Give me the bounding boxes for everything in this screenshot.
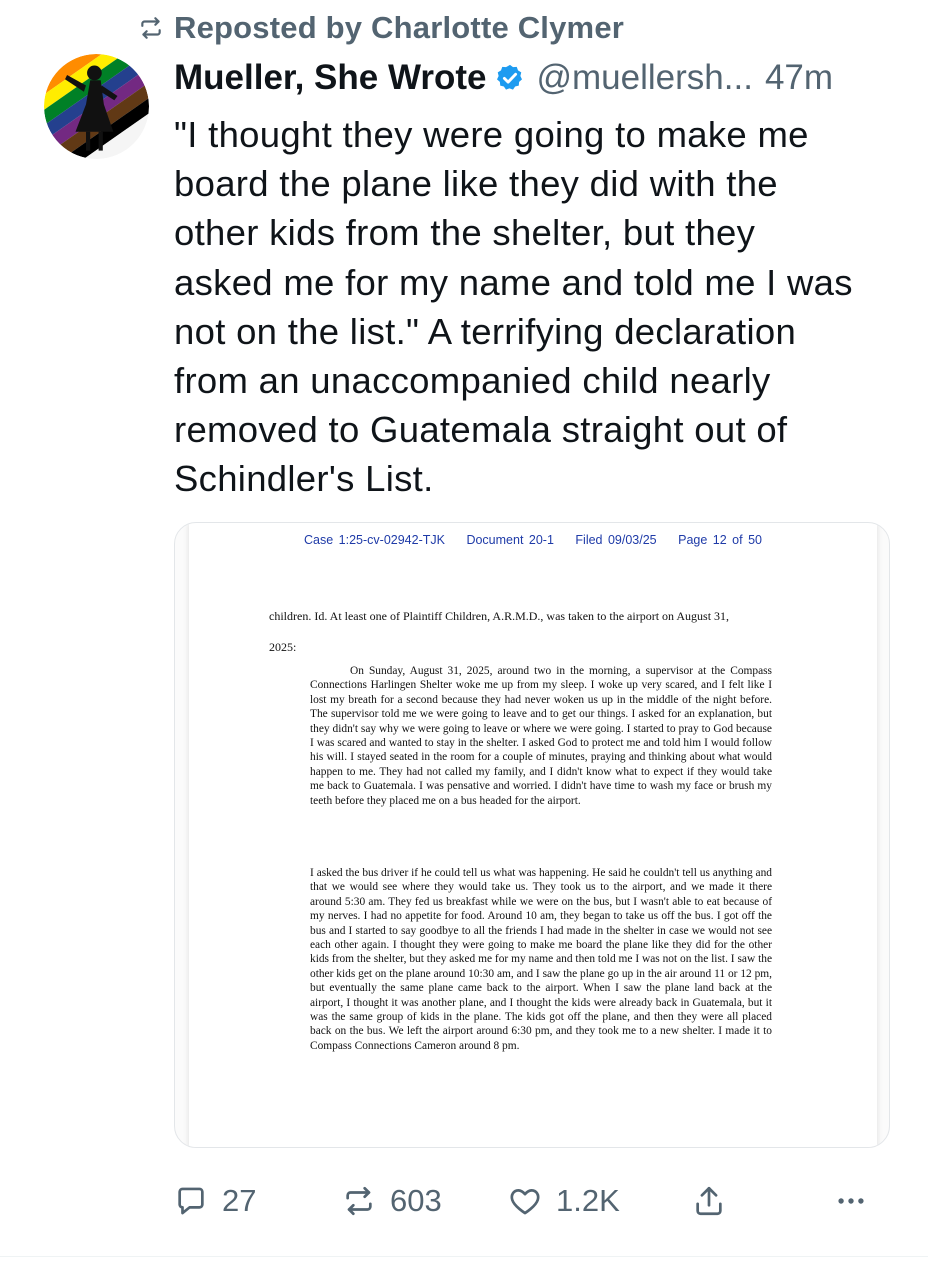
avatar[interactable] (44, 54, 149, 159)
action-bar (174, 1178, 884, 1224)
verified-badge-icon (495, 63, 525, 93)
like-icon (508, 1184, 542, 1218)
repost-icon (138, 15, 164, 41)
user-handle[interactable]: @muellersh... (536, 58, 753, 97)
repost-label: Reposted by Charlotte Clymer (174, 10, 625, 45)
display-name[interactable]: Mueller, She Wrote (174, 58, 487, 97)
like-count: 1.2K (556, 1183, 620, 1218)
reply-icon (174, 1184, 208, 1218)
document-header (189, 533, 877, 547)
like-button[interactable] (508, 1178, 620, 1224)
intro-line-1: children. Id. At least one of Plaintiff Children, A.R.M.D., was taken to the airport on August 31, (269, 609, 730, 623)
case-number: Case 1:25-cv-02942-TJK (304, 533, 445, 547)
repost-icon (342, 1184, 376, 1218)
post-header (174, 56, 833, 100)
declaration-paragraph-1: On Sunday, August 31, 2025, around two in the morning, a supervisor at the Compass Connections Harlingen Shelter woke me up from my sleep. I woke up very scared, and I felt like I lost my breath for a second because they had never woken us up in the middle of the night before. The supervisor told me we were going to leave and to get our things. I asked for an explanation, but they didn't say why we were going to leave or where we were going. I started to pray to God because I was scared and wanted to stay in the shelter. I asked God to protect me and told him I would follow his will. I stayed seated in the room for a couple of minutes, praying and thinking about what would happen to me. They had not called my family, and I didn't know what to expect if they would take me back to Guatemala. I was pensative and worried. I didn't have time to wash my face or brush my teeth before they placed me on a bus headed for the airport. (310, 665, 772, 807)
pride-silhouette-avatar (44, 54, 149, 159)
document-page (189, 523, 877, 1148)
attached-document-image[interactable] (174, 522, 890, 1148)
post-text: "I thought they were going to make me board the plane like they did with the other kids from the shelter, but they asked me for my name and told me I was not on the list." A terrifying declaration from an unaccompanied child nearly removed to Guatemala straight out of Schindler's List. (174, 114, 853, 500)
declaration-paragraph-2: I asked the bus driver if he could tell us what was happening. He said he couldn't tell us anything and that we would see where they would take us. They took us to the airport, and we made it there around 5:30 am. They fed us breakfast while we were on the bus, but I wasn't able to eat because of my nerves. I had no appetite for food. Around 10 am, they began to take us off the bus. I got off the bus and I started to say goodbye to all the friends I had made in the shelter in case we would not see each other again. I thought they were going to make me board the plane like they did for the other kids from the shelter, but they asked me for my name and then told me I was not on the list. I saw the other kids get on the plane around 10:30 am, and I saw the plane go up in the air around 11 or 12 pm, but eventually the same plane came back to the airport. When I saw the plane land back at the airport, I thought it was another plane, and I thought the kids were already back in Guatemala, but it was the same group of kids in the plane. The kids got off the plane, and then they were all placed back on the bus. We left the airport around 6:30 pm, and they took me to a new shelter. I made it to Compass Connections Cameron around 8 pm. (310, 867, 772, 1052)
more-options-button[interactable] (834, 1178, 868, 1224)
page-number: Page 12 of 50 (678, 533, 762, 547)
share-button[interactable] (692, 1178, 726, 1224)
post-divider (0, 1256, 928, 1257)
reply-count: 27 (222, 1183, 257, 1218)
intro-line-2: 2025: (269, 640, 297, 654)
repost-button[interactable] (342, 1178, 442, 1224)
post-timestamp[interactable]: 47m (764, 58, 834, 97)
repost-count: 603 (390, 1183, 442, 1218)
share-icon (692, 1184, 726, 1218)
document-intro (269, 601, 809, 663)
reply-button[interactable] (174, 1178, 256, 1224)
repost-indicator[interactable] (138, 8, 624, 48)
document-number: Document 20-1 (466, 533, 554, 547)
more-icon (834, 1184, 868, 1218)
filed-date: Filed 09/03/25 (575, 533, 657, 547)
